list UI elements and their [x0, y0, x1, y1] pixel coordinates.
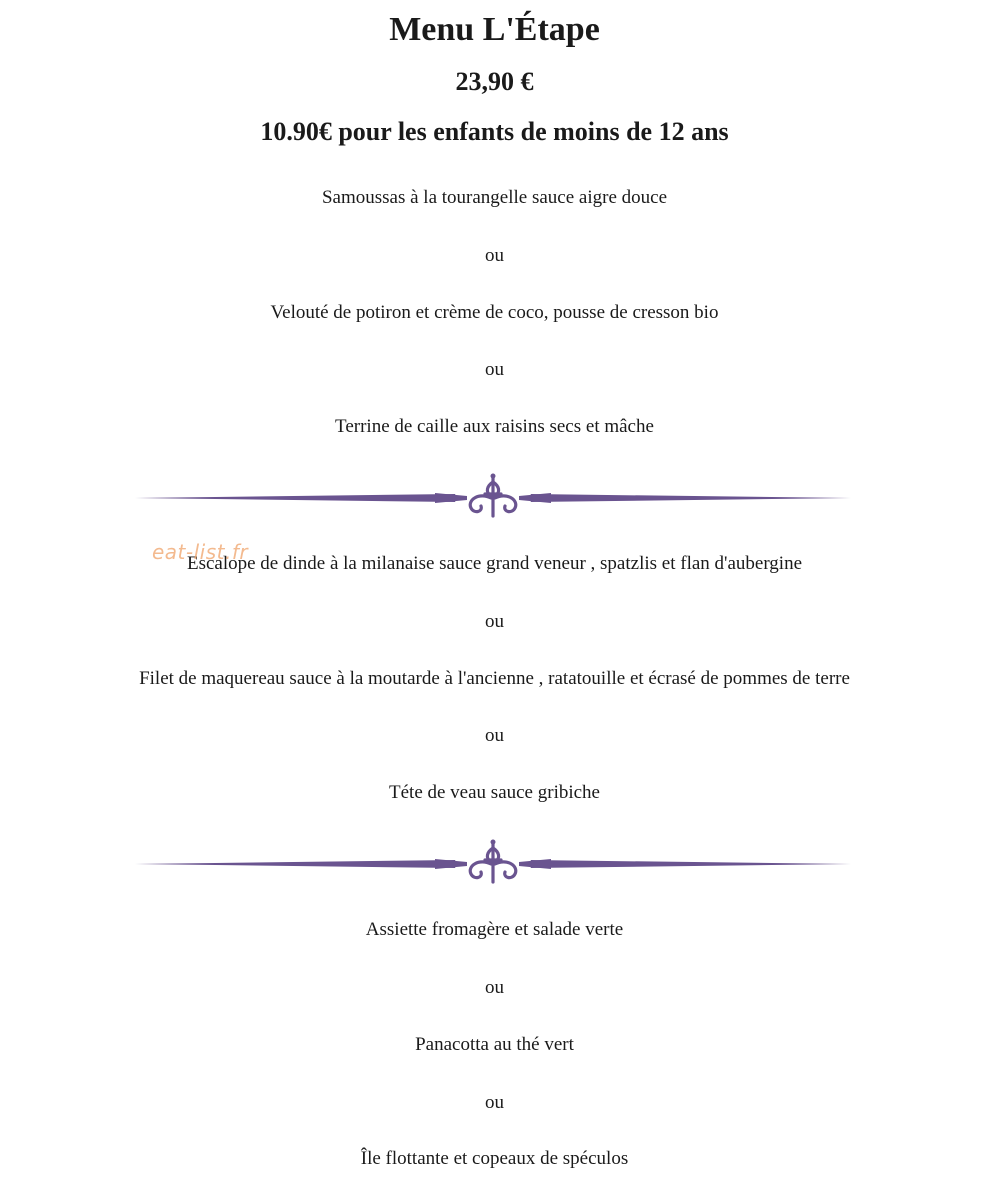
menu-title: Menu L'Étape	[389, 11, 600, 48]
dessert-or-2: ou	[485, 1092, 504, 1113]
kids-price: 10.90€ pour les enfants de moins de 12 ans	[260, 117, 729, 146]
starter-or-2: ou	[485, 359, 504, 380]
watermark: eat-list.fr	[152, 540, 249, 564]
main-or-2: ou	[485, 725, 504, 746]
ornament-divider	[135, 838, 851, 888]
main-item-2: Filet de maquereau sauce à la moutarde à l'ancienne , ratatouille et écrasé de pommes de terre	[139, 668, 850, 689]
main-item-3: Téte de veau sauce gribiche	[389, 782, 600, 803]
starter-item-1: Samoussas à la tourangelle sauce aigre douce	[321, 187, 668, 208]
main-item-1: Escalope de dinde à la milanaise sauce grand veneur , spatzlis et flan d'aubergine	[186, 553, 803, 574]
dessert-item-3: Île flottante et copeaux de spéculos	[360, 1148, 629, 1169]
starter-item-3: Terrine de caille aux raisins secs et mâche	[335, 416, 654, 437]
dessert-or-1: ou	[485, 977, 504, 998]
menu-price: 23,90 €	[455, 67, 534, 96]
dessert-item-1: Assiette fromagère et salade verte	[365, 919, 624, 940]
dessert-item-2: Panacotta au thé vert	[415, 1034, 574, 1055]
ornament-divider	[135, 472, 851, 522]
main-or-1: ou	[485, 611, 504, 632]
starter-item-2: Velouté de potiron et crème de coco, pousse de cresson bio	[270, 302, 719, 323]
starter-or-1: ou	[485, 245, 504, 266]
